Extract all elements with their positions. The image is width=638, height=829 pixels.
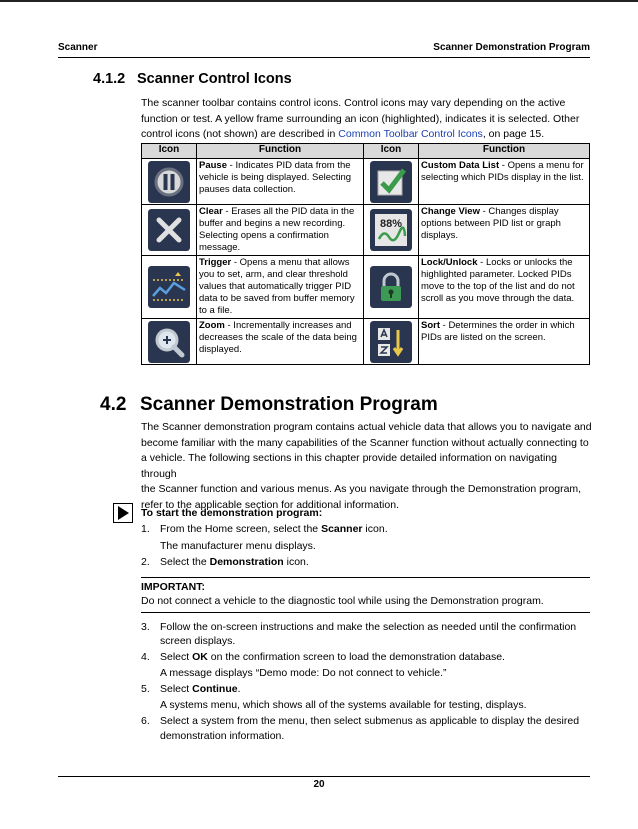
footer-rule xyxy=(58,776,590,777)
procedure-title: To start the demonstration program: xyxy=(141,507,323,519)
clear-label: Clear xyxy=(199,206,223,217)
change-view-icon xyxy=(370,209,412,251)
step-5: 5. Select Continue. xyxy=(141,683,241,695)
table-row xyxy=(142,256,590,319)
zoom-icon xyxy=(148,321,190,363)
top-border xyxy=(0,0,638,2)
step-1-result: The manufacturer menu displays. xyxy=(160,540,316,552)
important-text: Do not connect a vehicle to the diagnostic tool while using the Demonstration program. xyxy=(141,595,544,607)
section-title: Scanner Control Icons xyxy=(137,71,292,87)
intro-line: function or test. A yellow frame surrounding an icon (highlighted), indicates it is selected. Other xyxy=(141,112,580,125)
sort-icon xyxy=(370,321,412,363)
pause-desc: - Indicates PID data from the vehicle is being displayed. Selecting pauses data collection. xyxy=(199,160,352,195)
sort-label: Sort xyxy=(421,320,440,331)
paragraph-line: a vehicle. The following sections in this chapter provide detailed information on navigating through xyxy=(141,452,557,480)
clear-desc: - Erases all the PID data in the buffer and begins a new recording. Selecting opens a confirmation message. xyxy=(199,206,355,253)
trigger-icon xyxy=(148,266,190,308)
common-toolbar-link[interactable]: Common Toolbar Control Icons xyxy=(338,128,483,140)
pause-label: Pause xyxy=(199,160,227,171)
table-header-row xyxy=(142,144,590,159)
step-5-result: A systems menu, which shows all of the systems available for testing, displays. xyxy=(160,699,527,711)
step-4: 4. Select OK on the confirmation screen to load the demonstration database. xyxy=(141,651,505,663)
header-rule xyxy=(58,57,590,58)
step-3: 3. Follow the on-screen instructions and make the selection as needed until the confirmation xyxy=(141,621,577,633)
change-view-label: Change View xyxy=(421,206,480,217)
section-title: Scanner Demonstration Program xyxy=(140,394,438,415)
paragraph-line: refer to the applicable section for additional information. xyxy=(141,498,399,511)
section-heading-4-1-2 xyxy=(93,71,292,87)
control-icons-table xyxy=(141,143,590,365)
lock-unlock-label: Lock/Unlock xyxy=(421,257,478,268)
custom-data-list-desc: - Opens a menu for selecting which PIDs display in the list. xyxy=(421,160,584,183)
section-number: 4.1.2 xyxy=(93,71,126,87)
zoom-label: Zoom xyxy=(199,320,225,331)
section-heading-4-2 xyxy=(100,394,438,416)
table-row xyxy=(142,319,590,365)
custom-data-list-icon xyxy=(370,161,412,203)
step-4-result: A message displays “Demo mode: Do not connect to vehicle.” xyxy=(160,667,447,679)
step-3-cont: screen displays. xyxy=(160,635,236,647)
step-6-cont: demonstration information. xyxy=(160,730,285,742)
page-number: 20 xyxy=(313,779,325,790)
step-1: 1. From the Home screen, select the Scanner icon. xyxy=(141,523,388,535)
zoom-desc: - Incrementally increases and decreases the scale of the data being displayed. xyxy=(199,320,357,355)
change-view-desc: - Changes display options between PID list or graph displays. xyxy=(421,206,561,241)
intro-line: The scanner toolbar contains control icons. Control icons may vary depending on the active xyxy=(141,97,566,109)
trigger-label: Trigger xyxy=(199,257,232,268)
paragraph-line: The Scanner demonstration program contains actual vehicle data that allows you to navigate and xyxy=(141,421,592,433)
lock-unlock-desc: - Locks or unlocks the highlighted parameter. Locked PIDs move to the top of the list and do not scroll as you move through the data. xyxy=(421,257,575,304)
demo-intro-paragraph xyxy=(141,420,593,513)
custom-data-list-label: Custom Data List xyxy=(421,160,500,171)
paragraph-line: the Scanner function and various menus. As you navigate through the Demonstration program, xyxy=(141,483,582,495)
col-header-icon: Icon xyxy=(364,144,419,159)
header-right: Scanner Demonstration Program xyxy=(433,42,590,53)
paragraph-line: become familiar with the many capabilities of the Scanner function without actually connecting to xyxy=(141,436,589,449)
lock-icon xyxy=(370,266,412,308)
important-label: IMPORTANT: xyxy=(141,581,205,593)
step-2: 2. Select the Demonstration icon. xyxy=(141,556,309,568)
section-number: 4.2 xyxy=(100,394,127,415)
header-left: Scanner xyxy=(58,42,98,53)
trigger-desc: - Opens a menu that allows you to set, arm, and clear threshold values that automatically trigger PID data to be saved from buffer memory to a file. xyxy=(199,257,355,316)
intro-line: control icons (not shown) are described in Common Toolbar Control Icons, on page 15. xyxy=(141,128,545,140)
table-row xyxy=(142,205,590,256)
important-top-rule xyxy=(141,577,590,578)
clear-icon xyxy=(148,209,190,251)
intro-paragraph xyxy=(141,96,593,143)
table-row xyxy=(142,159,590,205)
procedure-arrow-icon xyxy=(113,503,133,523)
col-header-function: Function xyxy=(197,144,364,159)
change-view-icon-label: 88% xyxy=(379,218,403,230)
important-bottom-rule xyxy=(141,612,590,613)
col-header-icon: Icon xyxy=(142,144,197,159)
step-6: 6. Select a system from the menu, then select submenus as applicable to display the desired xyxy=(141,715,580,727)
pause-icon xyxy=(148,161,190,203)
sort-desc: - Determines the order in which PIDs are listed on the screen. xyxy=(421,320,575,343)
col-header-function: Function xyxy=(419,144,590,159)
